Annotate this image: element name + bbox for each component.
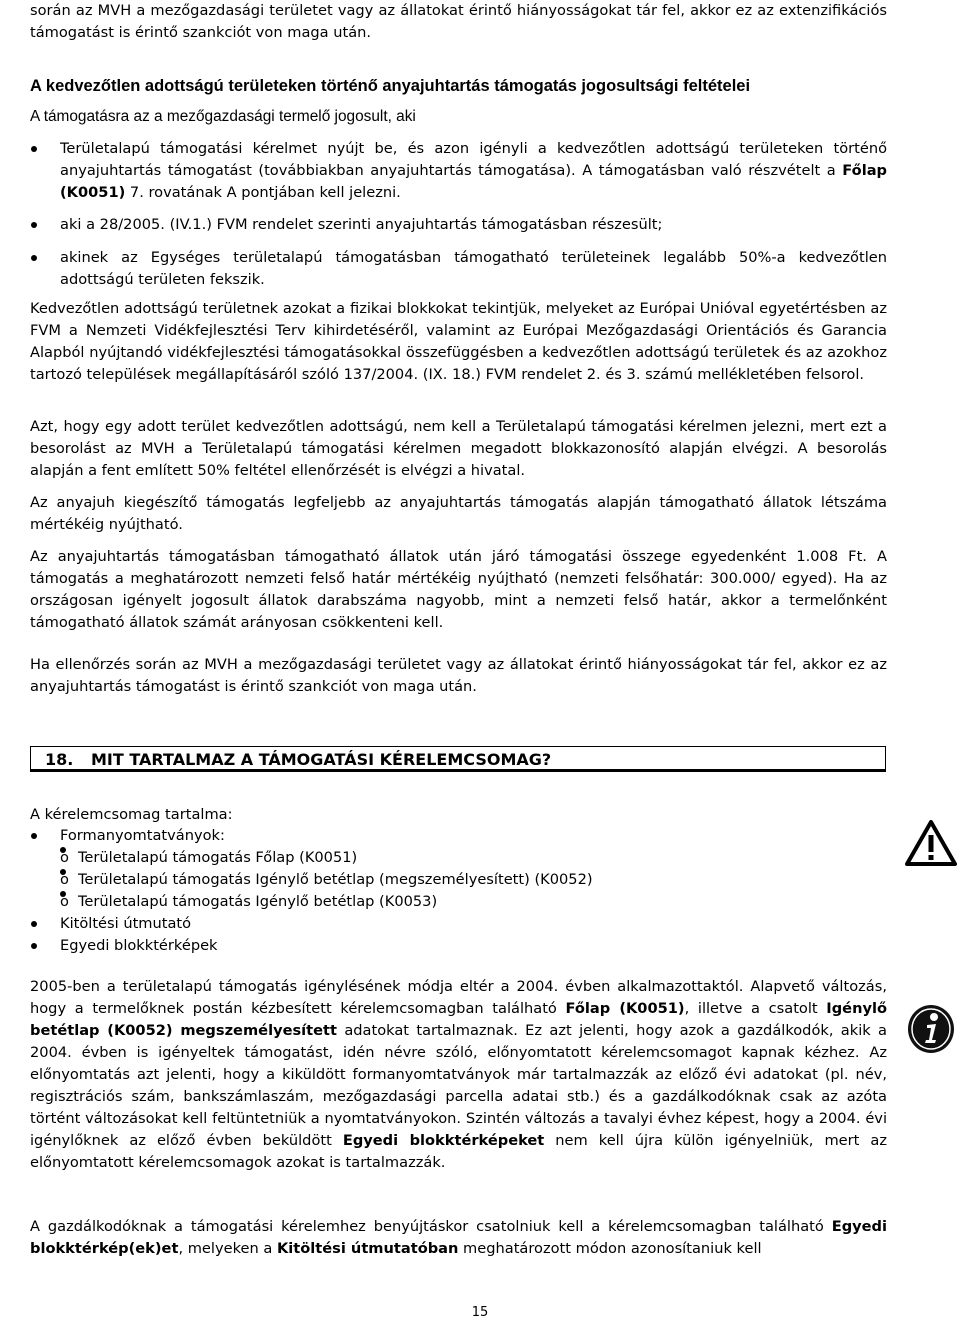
anya-conditions-list [30,138,887,291]
forms-sublist [30,847,830,913]
package-lead: A kérelemcsomag tartalma: [30,806,233,823]
warning-triangle-icon [905,820,957,866]
list-item: Formanyomtatványok: o Területalapú támogatás Főlap (K0051) o Területalapú támogatás Igénylő betétlap (megszemélyesített) (K0052) o Területalapú támogatás Igénylő betétlap (K0053) [30,825,830,913]
anya-lead: A támogatásra az a mezőgazdasági termelő jogosult, aki [30,108,416,125]
info-icon [906,1003,956,1055]
sub-list-item: o Területalapú támogatás Igénylő betétlap (K0053) [30,891,830,913]
section-number: 18. [45,750,74,769]
package-para-2: A gazdálkodóknak a támogatási kérelemhez benyújtáskor csatolniuk kell a kérelemcsomagban található Egyedi blokktérkép(ek)et, melyeken a Kitöltési útmutatóban meghatározott módon azonosítaniuk kell [30,1218,887,1257]
sub-list-item: o Területalapú támogatás Főlap (K0051) [30,847,830,869]
list-item: akinek az Egységes területalapú támogatásban támogatható területeinek legalább 50%-a kedvezőtlen adottságú területen fekszik. [30,247,887,291]
list-item: Egyedi blokktérképek [30,935,830,957]
anya-para-5: Ha ellenőrzés során az MVH a mezőgazdasági területet vagy az állatokat érintő hiányosságokat tár fel, akkor ez az anyajuhtartás támogatást is érintő szankciót von maga után. [30,656,887,695]
package-para-1: 2005-ben a területalapú támogatás igénylésének módja eltér a 2004. évben alkalmazottaktól. Alapvető változás, hogy a termelőknek postán kézbesített kérelemcsomagban található Főlap (K0051), illetve a csatolt Igénylő betétlap (K0052) megszemélyesített adatokat tartalmaznak. Ez azt jelenti, hogy azok a gazdálkodók, akik a 2004. évben is igényeltek támogatást, idén névre szóló, előnyomtatott kérelemcsomagot kapnak kézhez. Az előnyomtatás azt jelenti, hogy a kiküldött formanyomtatványok már tartalmazzák az előző évi adatokat (pl. név, regisztrációs szám, bankszámlaszám, mezőgazdasági parcella adatai stb.) és a gazdálkodóknak csak az azóta történt változásokat kell feltüntetniük a nyomtatványokon. Szintén változás a tavalyi évhez képest, hogy a 2004. évi igénylőknek az előző évben beküldött Egyedi blokktérképeket nem kell újra külön igényelniük, mert az előnyomtatott kérelemcsomagok azokat is tartalmazzák. [30,978,888,1171]
package-contents-list [30,825,830,957]
anya-para-3: Az anyajuh kiegészítő támogatás legfeljebb az anyajuhtartás támogatás alapján támogatható állatok létszáma mértékéig nyújtható. [30,494,887,533]
list-item: Területalapú támogatási kérelmet nyújt be, és azon igényli a kedvezőtlen adottságú területeken történő anyajuhtartás támogatást (továbbiakban anyajuhtartás támogatása). A támogatásban való részvételt a Főlap (K0051) 7. rovatának A pontjában kell jelezni. [30,138,887,204]
sub-list-item: o Területalapú támogatás Igénylő betétlap (megszemélyesített) (K0052) [30,869,830,891]
section-18-heading [30,746,886,772]
list-item: Kitöltési útmutató [30,913,830,935]
anya-para-1: Kedvezőtlen adottságú területnek azokat a fizikai blokkokat tekintjük, melyeket az Európai Unióval egyetértésben az FVM a Nemzeti Vidékfejlesztési Terv kihirdetéséről, valamint az Európai Mezőgazdasági Orientációs és Garancia Alapból nyújtandó vidékfejlesztési támogatásokkal összefüggésben a kedvezőtlen adottságú területek és az azokhoz tartozó települések megállapításáról szóló 137/2004. (IX. 18.) FVM rendelet 2. és 3. számú mellékletében felsorol. [30,300,887,383]
intro-continuation: során az MVH a mezőgazdasági területet vagy az állatokat érintő hiányosságokat tár fel, akkor ez az extenzifikációs támogatást is érintő szankciót von maga után. [30,2,887,41]
list-item: aki a 28/2005. (IV.1.) FVM rendelet szerinti anyajuhtartás támogatásban részesült; [30,214,887,236]
page-number: 15 [471,1305,489,1320]
section-title: MIT TARTALMAZ A TÁMOGATÁSI KÉRELEMCSOMAG? [91,750,552,769]
anya-para-2: Azt, hogy egy adott terület kedvezőtlen adottságú, nem kell a Területalapú támogatási kérelmen jelezni, mert ezt a besorolást az MVH a Területalapú támogatási kérelmen megadott blokkazonosító alapján elvégzi. A besorolás alapján a fent említett 50% feltétel ellenőrzését is elvégzi a hivatal. [30,418,887,479]
anya-heading: A kedvezőtlen adottságú területeken történő anyajuhtartás támogatás jogosultsági feltételei [30,77,751,95]
anya-para-4: Az anyajuhtartás támogatásban támogatható állatok után járó támogatási összege egyedenként 1.008 Ft. A támogatás a meghatározott nemzeti felső határ mértékéig nyújtható (nemzeti felsőhatár: 300.000/ egyed). Ha az országosan igényelt jogosult állatok darabszáma nagyobb, mint a nemzeti felső határ, akkor a termelőnként támogatható állatok számát arányosan csökkenteni kell. [30,548,887,631]
